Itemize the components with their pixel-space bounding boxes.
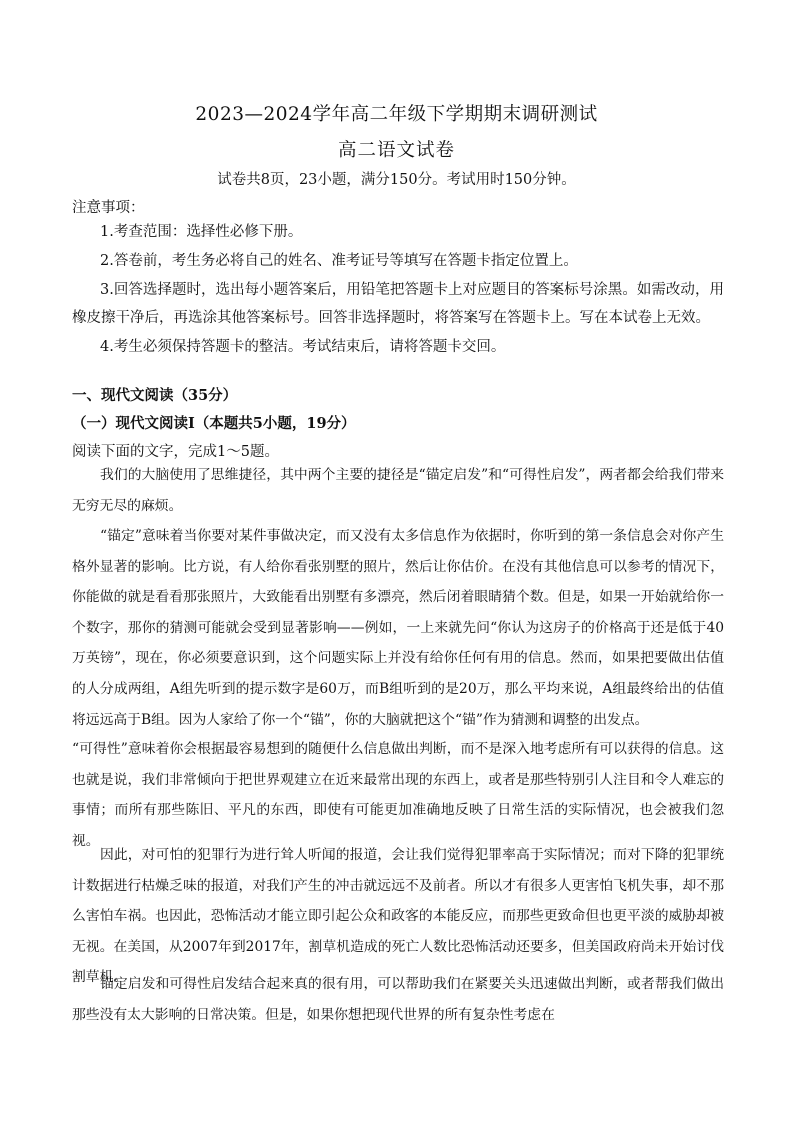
notes-item: 3.回答选择题时，选出每小题答案后，用铅笔把答题卡上对应题目的答案标号涂黑。如需改动，用橡皮擦干净后，再选涂其他答案标号。回答非选择题时，将答案写在答题卡上。写在本试卷上无效。 bbox=[72, 281, 724, 327]
notes-item: 4.考生必须保持答题卡的整洁。考试结束后，请将答题卡交回。 bbox=[100, 339, 506, 356]
notes-item: 2.答卷前，考生务必将自己的姓名、准考证号等填写在答题卡指定位置上。 bbox=[100, 252, 578, 269]
passage-paragraph-2: “锚定”意味着当你要对某件事做决定，而又没有太多信息作为依据时，你听到的第一条信息会对你产生格外显著的影响。比方说，有人给你看张别墅的照片，然后让你估价。在没有其他信息可以参考的情况下，你能做的就是看看那张照片，大致能看出别墅有多漂亮，然后闭着眼睛猜个数。但是，如果一开始就给你一个数字，那你的猜测可能就会受到显著影响——例如，一上来就先问“你认为这房子的价格高于还是低于40万英镑”，现在，你必须要意识到，这个问题实际上并没有给你任何有用的信息。然而，如果把要做出估值的人分成两组，A组先听到的提示数字是60万，而B组听到的是20万，那么平均来说，A组最终给出的估值将远远高于B组。因为人家给了你一个“锚”，你的大脑就把这个“锚”作为猜测和调整的出发点。 bbox=[72, 528, 724, 728]
passage-paragraph-1: 我们的大脑使用了思维捷径，其中两个主要的捷径是“锚定启发”和“可得性启发”，两者都会给我们带来无穷无尽的麻烦。 bbox=[72, 467, 724, 514]
passage-paragraph-3: “可得性”意味着你会根据最容易想到的随便什么信息做出判断，而不是深入地考虑所有可以获得的信息。这也就是说，我们非常倾向于把世界观建立在近来最常出现的东西上，或者是那些特别引人注目和令人难忘的事情；而所有那些陈旧、平凡的东西，即使有可能更加准确地反映了日常生活的实际情况，也会被我们忽视。 bbox=[72, 741, 724, 849]
passage-paragraph-4: 因此，对可怕的犯罪行为进行耸人听闻的报道，会让我们觉得犯罪率高于实际情况；而对下降的犯罪统计数据进行枯燥乏味的报道，对我们产生的冲击就远远不及前者。所以才有很多人更害怕飞机失事，却不那么害怕车祸。也因此，恐怖活动才能立即引起公众和政客的本能反应，而那些更致命但也更平淡的威胁却被无视。在美国，从2007年到2017年，割草机造成的死亡人数比恐怖活动还要多，但美国政府尚未开始讨伐割草机。 bbox=[72, 847, 724, 986]
notes-list bbox=[72, 218, 724, 362]
exam-info: 试卷共8页，23小题，满分150分。考试用时150分钟。 bbox=[217, 172, 576, 188]
notes-heading: 注意事项： bbox=[72, 200, 145, 216]
notes-item: 1.考查范围：选择性必修下册。 bbox=[100, 224, 303, 240]
section-subtitle: （一）现代文阅读Ⅰ（本题共5小题，19分） bbox=[72, 415, 356, 432]
exam-subtitle: 高二语文试卷 bbox=[337, 140, 455, 161]
exam-title: 2023—2024学年高二年级下学期期末调研测试 bbox=[195, 104, 598, 125]
reading-instruction: 阅读下面的文字，完成1～5题。 bbox=[72, 444, 279, 460]
passage-paragraph-5: 锚定启发和可得性启发结合起来真的很有用，可以帮助我们在紧要关头迅速做出判断，或者帮我们做出那些没有太大影响的日常决策。但是，如果你想把现代世界的所有复杂性考虑在 bbox=[72, 976, 724, 1023]
section-title: 一、现代文阅读（35分） bbox=[72, 387, 238, 404]
